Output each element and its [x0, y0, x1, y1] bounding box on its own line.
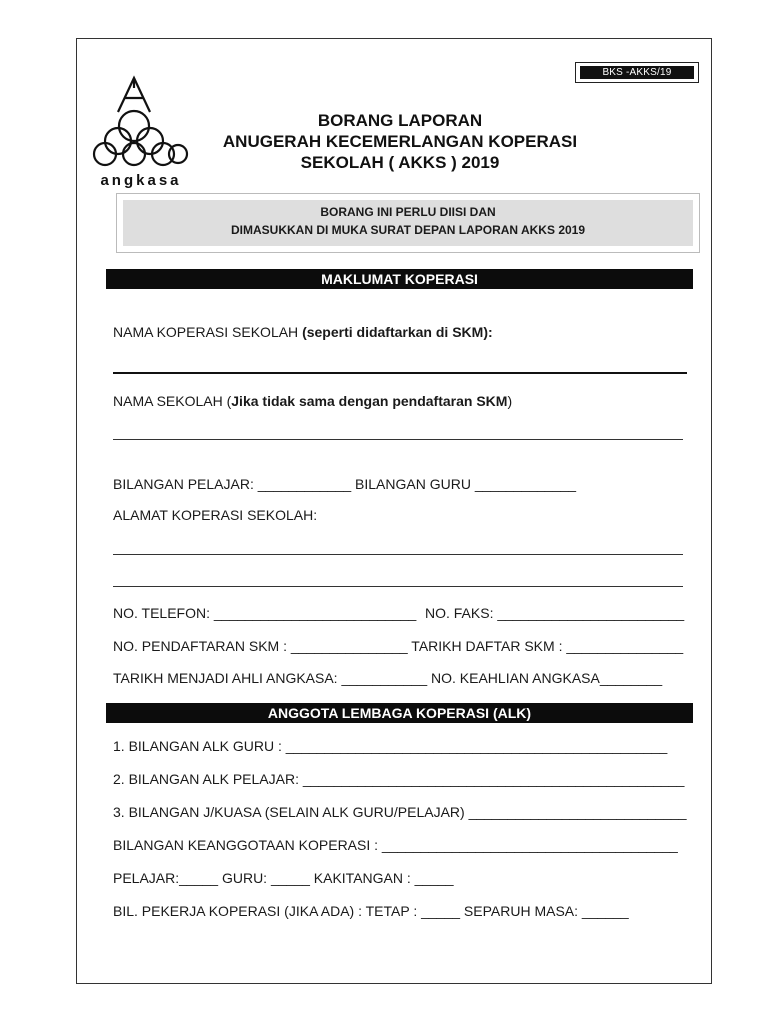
angkasa-logo: [88, 74, 194, 192]
pekerja-field[interactable]: BIL. PEKERJA KOPERASI (JIKA ADA) : TETAP : _____ SEPARUH MASA: ______: [113, 903, 629, 919]
keanggotaan-field[interactable]: BILANGAN KEANGGOTAAN KOPERASI : ______________________________________: [113, 837, 678, 853]
title-line-2: ANUGERAH KECEMERLANGAN KOPERASI: [222, 132, 578, 151]
title-line-3: SEKOLAH ( AKKS ) 2019: [300, 153, 500, 172]
form-title: [190, 110, 610, 173]
notice-line-2: DIMASUKKAN DI MUKA SURAT DEPAN LAPORAN AKKS 2019: [230, 223, 586, 237]
angkasa-logo-icon: [88, 74, 194, 174]
alamat-line-2[interactable]: [113, 586, 683, 587]
logo-wordmark: angkasa: [100, 172, 182, 189]
alk-guru-field[interactable]: 1. BILANGAN ALK GURU : _________________________________________________: [113, 738, 668, 754]
alamat-label: ALAMAT KOPERASI SEKOLAH:: [113, 507, 318, 523]
pelajar-guru-kakitangan-field[interactable]: PELAJAR:_____ GURU: _____ KAKITANGAN : _____: [113, 870, 454, 886]
notice-box: [116, 193, 700, 253]
alamat-line-1[interactable]: [113, 554, 683, 555]
notice-line-1: BORANG INI PERLU DIISI DAN: [320, 205, 496, 219]
nama-koperasi-field[interactable]: [113, 372, 687, 374]
form-code: BKS -AKKS/19: [580, 66, 694, 79]
faks-field[interactable]: NO. FAKS: ________________________: [425, 605, 685, 621]
pendaftaran-skm-field[interactable]: NO. PENDAFTARAN SKM : _______________ TARIKH DAFTAR SKM : _______________: [113, 638, 684, 654]
nama-koperasi-label: NAMA KOPERASI SEKOLAH (seperti didaftarkan di SKM):: [113, 324, 493, 340]
title-line-1: BORANG LAPORAN: [317, 111, 483, 130]
bilangan-pelajar-guru-field[interactable]: BILANGAN PELAJAR: ____________ BILANGAN GURU _____________: [113, 476, 577, 492]
alk-pelajar-field[interactable]: 2. BILANGAN ALK PELAJAR: _________________________________________________: [113, 771, 685, 787]
telefon-field[interactable]: NO. TELEFON: __________________________: [113, 605, 417, 621]
section-header-alk: ANGGOTA LEMBAGA KOPERASI (ALK): [106, 703, 693, 723]
section-header-maklumat: MAKLUMAT KOPERASI: [106, 269, 693, 289]
jkuasa-field[interactable]: 3. BILANGAN J/KUASA (SELAIN ALK GURU/PELAJAR) ____________________________: [113, 804, 687, 820]
tarikh-angkasa-field[interactable]: TARIKH MENJADI AHLI ANGKASA: ___________ NO. KEAHLIAN ANGKASA________: [113, 670, 663, 686]
nama-sekolah-field[interactable]: [113, 439, 683, 440]
form-code-box: [575, 62, 699, 83]
nama-sekolah-label: NAMA SEKOLAH (Jika tidak sama dengan pendaftaran SKM): [113, 393, 513, 409]
